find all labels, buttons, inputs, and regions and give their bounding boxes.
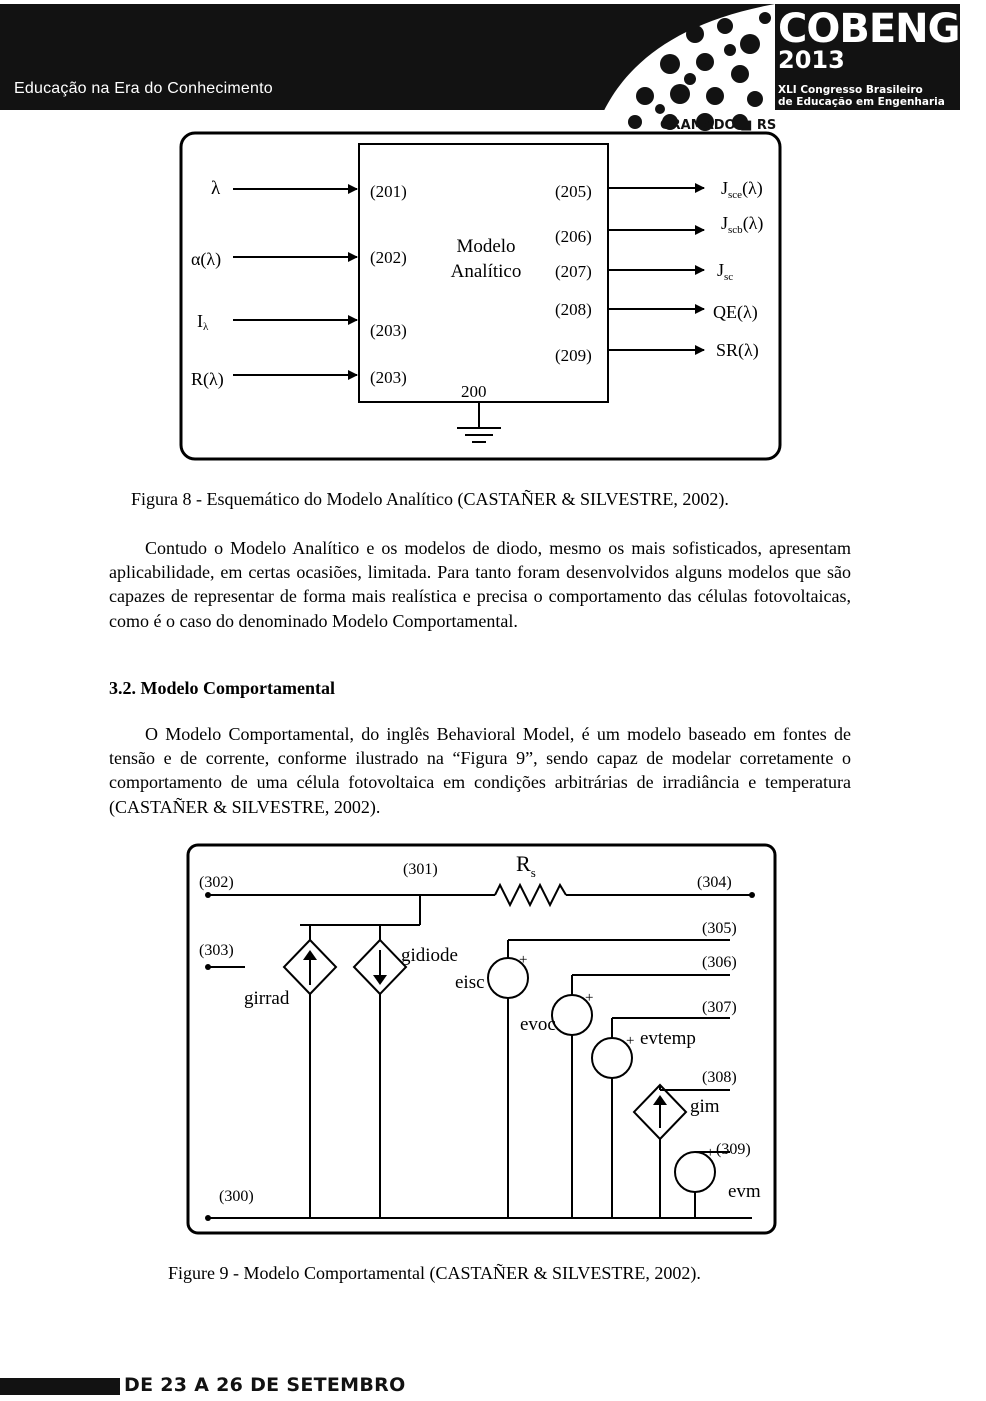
node-202: (202) bbox=[370, 248, 407, 267]
output-label-jsce: $J_{sce}(\lambda)$ bbox=[721, 178, 763, 201]
node-209: (209) bbox=[555, 346, 592, 365]
brand-desc-line2: de Educação em Engenharia bbox=[778, 96, 945, 108]
label-evtemp: evtemp bbox=[640, 1028, 696, 1049]
label-gidiode: gidiode bbox=[401, 945, 458, 966]
plus-eisc: + bbox=[519, 952, 528, 968]
node-203-b: (203) bbox=[370, 368, 407, 387]
terminal-302 bbox=[205, 892, 211, 898]
figure-9-frame bbox=[188, 845, 775, 1233]
label-eisc: eisc bbox=[455, 972, 485, 993]
gidiode-source bbox=[354, 940, 406, 994]
node-203-a: (203) bbox=[370, 321, 407, 340]
footer-bar bbox=[0, 1378, 120, 1395]
plus-evm: + bbox=[706, 1145, 715, 1161]
label-300: (300) bbox=[219, 1188, 254, 1205]
terminal-300 bbox=[205, 1215, 211, 1221]
input-label-alpha: α(λ) bbox=[191, 249, 222, 269]
terminal-303 bbox=[205, 964, 211, 970]
label-evoc: evoc bbox=[520, 1014, 556, 1035]
node-206: (206) bbox=[555, 227, 592, 246]
brand-year: 2013 bbox=[778, 46, 845, 74]
label-302: (302) bbox=[199, 874, 234, 891]
figure-8-diagram bbox=[0, 0, 960, 470]
output-label-sr: SR(λ) bbox=[716, 340, 759, 360]
label-evm: evm bbox=[728, 1181, 761, 1202]
terminal-304 bbox=[749, 892, 755, 898]
brand-desc-line1: XLI Congresso Brasileiro bbox=[778, 84, 923, 96]
input-label-irradiance: Iλ bbox=[197, 311, 209, 333]
event-subtitle: Educação na Era do Conhecimento bbox=[14, 80, 273, 97]
footer-dates: DE 23 A 26 DE SETEMBRO bbox=[124, 1374, 406, 1396]
input-label-lambda: λ bbox=[211, 178, 221, 199]
evtemp-source bbox=[592, 1038, 632, 1078]
node-200: 200 bbox=[461, 382, 487, 401]
resistor-rs bbox=[495, 885, 566, 905]
block-title-line1: Modelo bbox=[456, 236, 516, 257]
eisc-source bbox=[488, 958, 528, 998]
label-309: (309) bbox=[716, 1141, 751, 1158]
label-rs: $R_s$ bbox=[516, 851, 536, 880]
label-303: (303) bbox=[199, 942, 234, 959]
node-205: (205) bbox=[555, 182, 592, 201]
figure-9-caption: Figure 9 - Modelo Comportamental (CASTAÑER & SILVESTRE, 2002). bbox=[168, 1263, 701, 1283]
node-201: (201) bbox=[370, 182, 407, 201]
brand-name: COBENGE bbox=[778, 6, 986, 52]
input-label-reflectance: R(λ) bbox=[191, 369, 224, 389]
figure-8-frame bbox=[181, 133, 780, 459]
label-304: (304) bbox=[697, 874, 732, 891]
evoc-source bbox=[552, 995, 592, 1035]
evm-source bbox=[675, 1152, 715, 1192]
label-305: (305) bbox=[702, 920, 737, 937]
plus-evoc: + bbox=[585, 990, 594, 1006]
event-location: GRAMADO ■ RS bbox=[660, 118, 777, 133]
node-208: (208) bbox=[555, 300, 592, 319]
label-301: (301) bbox=[403, 861, 438, 878]
label-gim: gim bbox=[690, 1096, 720, 1117]
figure-8-caption: Figura 8 - Esquemático do Modelo Analítico (CASTAÑER & SILVESTRE, 2002). bbox=[131, 489, 729, 509]
paragraph-1: Contudo o Modelo Analítico e os modelos de diodo, mesmo os mais sofisticados, apresentam aplicabilidade, em certas ocasiões, limitada. Para tanto foram desenvolvidos alguns modelos que são capazes de representar de forma mais realística e precisa o comportamento das células fotovoltaicas, como é o caso do denominado Modelo Comportamental. bbox=[109, 538, 851, 631]
block-title-line2: Analítico bbox=[450, 261, 522, 282]
paragraph-2: O Modelo Comportamental, do inglês Behavioral Model, é um modelo baseado em fontes de tensão e de corrente, conforme ilustrado na “Figura 9”, sendo capaz de modelar corretamente o comportamento de uma célula fotovoltaica em condições arbitrárias de irradiância e temperatura (CASTAÑER & SILVESTRE, 2002). bbox=[109, 724, 851, 817]
label-girrad: girrad bbox=[244, 988, 290, 1009]
output-label-qe: QE(λ) bbox=[713, 302, 758, 322]
label-306: (306) bbox=[702, 954, 737, 971]
output-label-jscb: $J_{scb}(\lambda)$ bbox=[721, 213, 764, 236]
label-308: (308) bbox=[702, 1069, 737, 1086]
output-label-jsc: $J_{sc}$ bbox=[717, 260, 734, 283]
plus-evtemp: + bbox=[626, 1033, 635, 1049]
node-207: (207) bbox=[555, 262, 592, 281]
gim-source bbox=[634, 1085, 686, 1139]
girrad-source bbox=[284, 940, 336, 994]
section-heading: 3.2. Modelo Comportamental bbox=[109, 678, 335, 698]
ground-icon bbox=[457, 428, 501, 442]
label-307: (307) bbox=[702, 999, 737, 1016]
